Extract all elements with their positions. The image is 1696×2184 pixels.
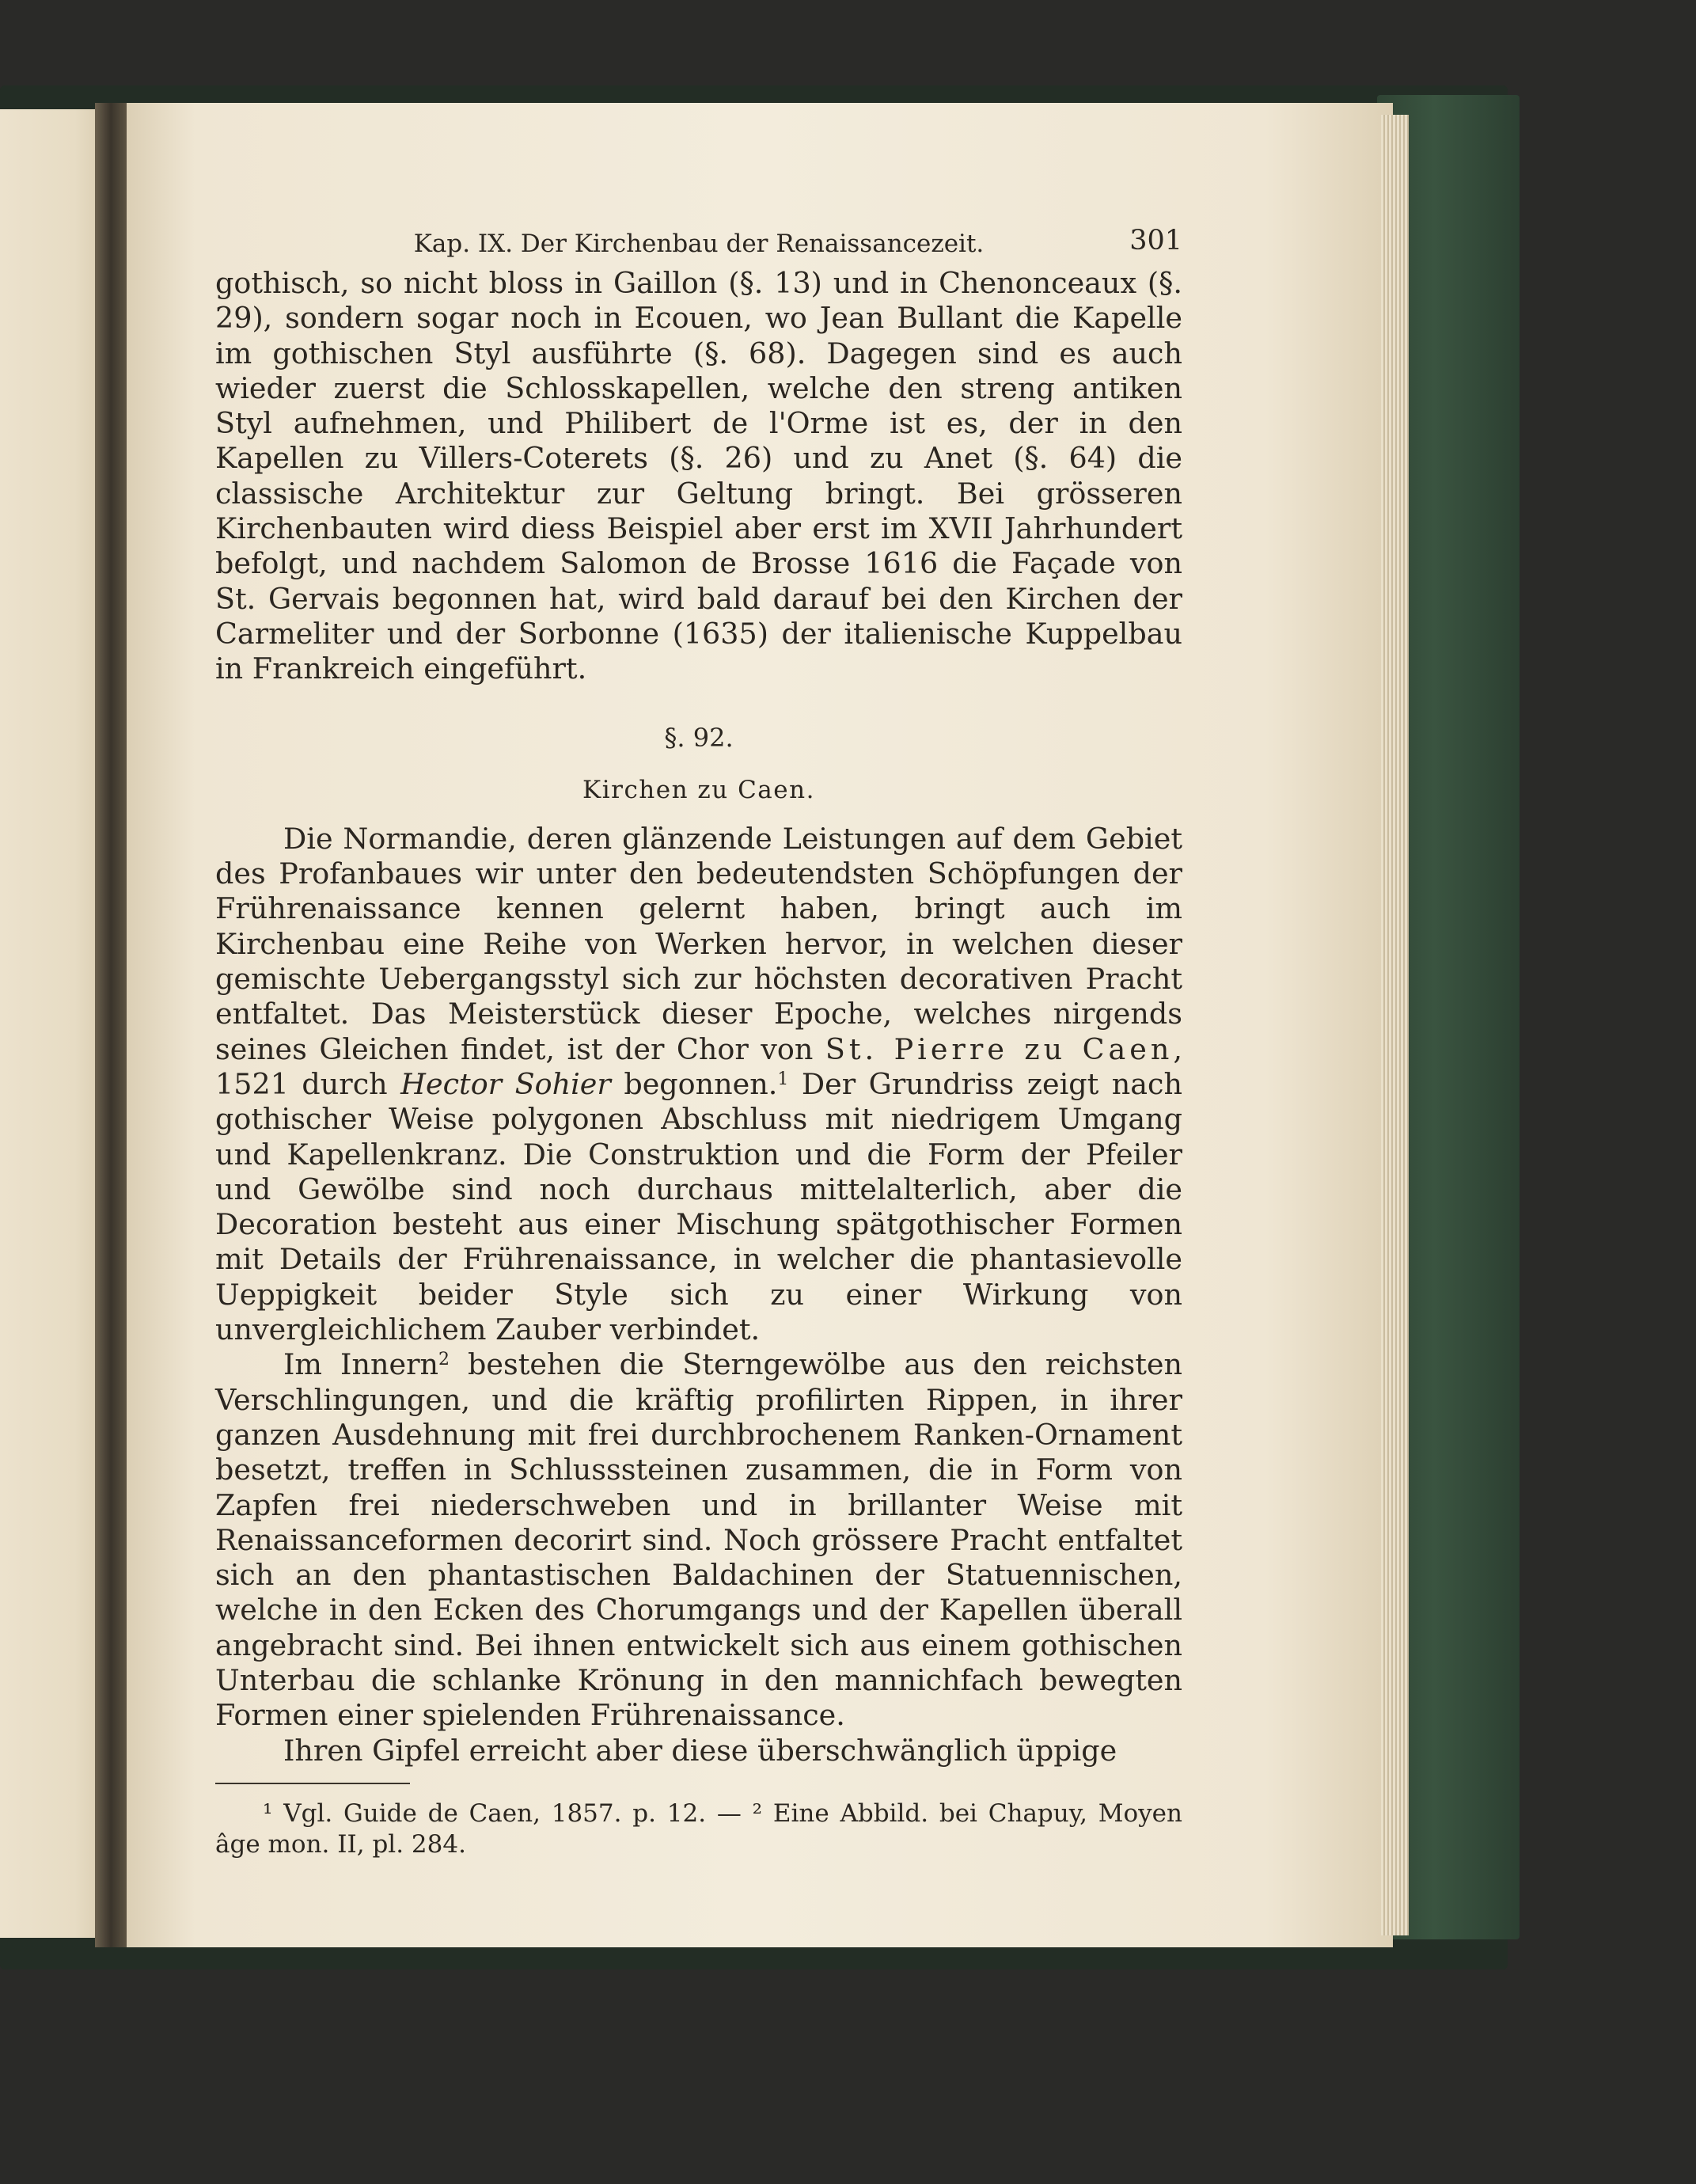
book-gutter <box>95 103 127 1947</box>
paragraph-1: gothisch, so nicht bloss in Gaillon (§. 13) und in Chenonceaux (§. 29), sondern sogar noch in Ecouen, wo Jean Bullant die Kapelle im gothischen Styl ausführte (§. 68). Dagegen sind es auch wieder zuerst die Schlosskapellen, welche den streng antiken Styl aufnehmen, und Philibert de l'Orme ist es, der in den Kapellen zu Villers-Coterets (§. 26) und zu Anet (§. 64) die classische Architektur zur Geltung bringt. Bei grösseren Kirchenbauten wird diess Beispiel aber erst im XVII Jahrhundert befolgt, und nachdem Salomon de Brosse 1616 die Façade von St. Gervais begonnen hat, wird bald darauf bei den Kirchen der Carmeliter und der Sorbonne (1635) der italienische Kuppelbau in Frankreich eingeführt. <box>215 266 1182 686</box>
running-head-title: Kap. IX. Der Kirchenbau der Renaissancezeit. <box>413 230 985 258</box>
page-edges <box>1381 115 1409 1935</box>
section-title: Kirchen zu Caen. <box>582 775 815 804</box>
paragraph-3-text-b: bestehen die Sterngewölbe aus den reichsten Verschlingungen, und die kräftig profilirten Rippen, in ihrer ganzen Ausdehnung mit frei durchbrochenem Ranken-Ornament besetzt, treffen in Schlusssteinen zusammen, die in Form von Zapfen frei niederschweben und in brillanter Weise mit Renaissanceformen decorirt sind. Noch grössere Pracht entfaltet sich an den phantastischen Baldachinen der Statuennischen, welche in den Ecken des Chorumgangs und der Kapellen überall angebracht sind. Bei ihnen entwickelt sich aus einem gothischen Unterbau die schlanke Krönung in den mannichfach bewegten Formen einer spielenden Frührenaissance. <box>215 1347 1182 1733</box>
running-head <box>215 214 1182 258</box>
footnote-ref-1: 1 <box>777 1069 789 1089</box>
paragraph-2-text-d: Der Grundriss zeigt nach gothischer Weise polygonen Abschluss mit niedrigem Umgang und Kapellenkranz. Die Construktion und die Form der Pfeiler und Gewölbe sind noch durchaus mittelalterlich, aber die Decoration besteht aus einer Mischung spätgothischer Formen mit Details der Frührenaissance, in welcher die phantasievolle Ueppigkeit beider Style sich zu einer Wirkung von unvergleichlichem Zauber verbindet. <box>215 1066 1182 1347</box>
spaced-church-name: St. Pierre zu Caen <box>825 1031 1174 1066</box>
footnote-rule <box>215 1783 410 1784</box>
footnote-ref-2: 2 <box>438 1350 450 1370</box>
page-number: 301 <box>1129 225 1182 256</box>
paragraph-3-text-a: Im Innern <box>283 1347 439 1382</box>
paragraph-2-text-b: , 1521 durch <box>215 1031 1183 1101</box>
page-content <box>215 214 1182 1860</box>
paragraph-3 <box>215 1347 1182 1733</box>
section-number: §. 92. <box>664 722 734 753</box>
left-page-edge <box>0 109 107 1938</box>
footnotes <box>215 1798 1182 1860</box>
architect-name: Hector Sohier <box>400 1066 611 1101</box>
paragraph-2-text-a: Die Normandie, deren glänzende Leistungen auf dem Gebiet des Profanbaues wir unter den bedeutendsten Schöpfungen der Frührenaissance kennen gelernt haben, bringt auch im Kirchenbau eine Reihe von Werken hervor, in welchen dieser gemischte Uebergangsstyl sich zur höchsten decorativen Pracht entfaltet. Das Meisterstück dieser Epoche, welches nirgends seines Gleichen findet, ist der Chor von <box>215 821 1182 1066</box>
paragraph-2-text-c: begonnen. <box>610 1066 778 1101</box>
paragraph-2 <box>215 822 1182 1347</box>
paragraph-4: Ihren Gipfel erreicht aber diese überschwänglich üppige <box>283 1733 1117 1768</box>
footnote-text: ¹ Vgl. Guide de Caen, 1857. p. 12. — ² Eine Abbild. bei Chapuy, Moyen âge mon. II, pl. 284. <box>215 1798 1182 1859</box>
